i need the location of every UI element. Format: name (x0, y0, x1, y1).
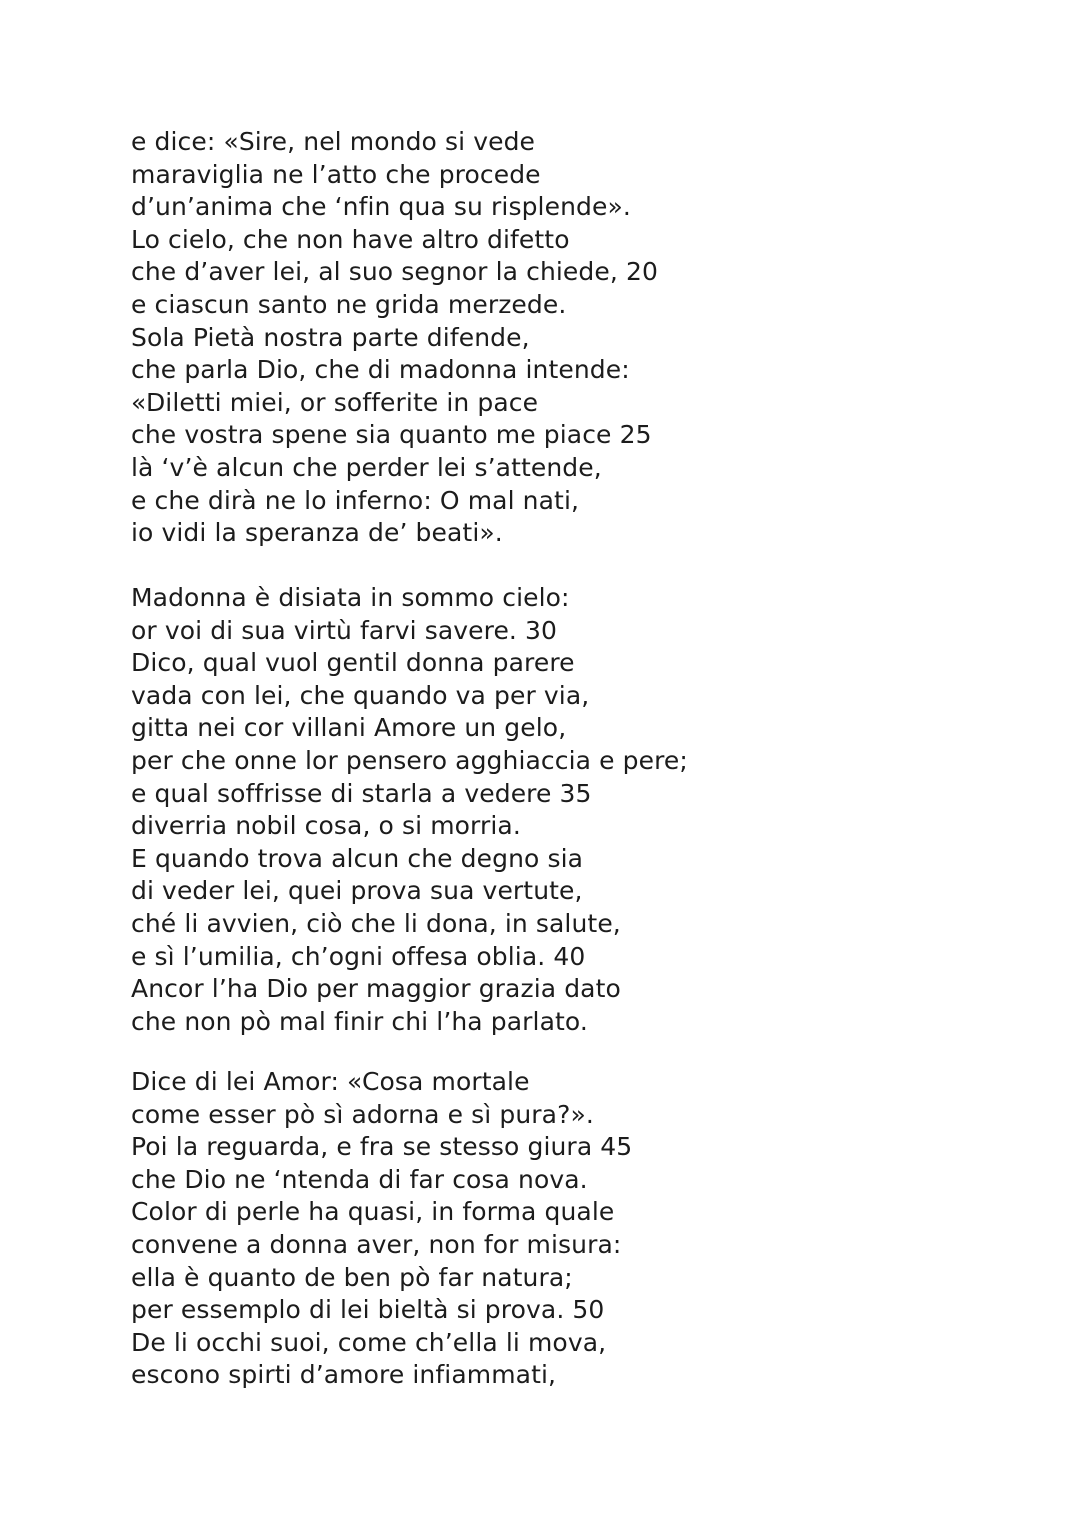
verse-line: Ancor l’ha Dio per maggior grazia dato (131, 974, 621, 1004)
verse-line: Madonna è disiata in sommo cielo: (131, 583, 570, 612)
verse-line: là ‘v’è alcun che perder lei s’attende, (131, 452, 602, 482)
verse-line: che Dio ne ‘ntenda di far cosa nova. (131, 1164, 588, 1194)
verse-line: convene a donna aver, non for misura: (131, 1229, 622, 1259)
verse-line: e qual soffrisse di starla a vedere 35 (131, 778, 592, 808)
verse-line: che vostra spene sia quanto me piace 25 (131, 420, 652, 450)
verse-line: Sola Pietà nostra parte difende, (131, 322, 530, 352)
verse-line: che parla Dio, che di madonna intende: (131, 355, 630, 385)
verse-line: che d’aver lei, al suo segnor la chiede, 20 (131, 257, 658, 287)
verse-line: di veder lei, quei prova sua vertute, (131, 876, 583, 906)
verse-line: ché li avvien, ciò che li dona, in salute, (131, 908, 621, 938)
verse-line: e che dirà ne lo inferno: O mal nati, (131, 485, 580, 515)
verse-line: Poi la reguarda, e fra se stesso giura 45 (131, 1132, 633, 1162)
verse-line: escono spirti d’amore infiammati, (131, 1360, 557, 1390)
verse-line: per che onne lor pensero agghiaccia e pere; (131, 745, 688, 775)
verse-line: Lo cielo, che non have altro difetto (131, 224, 570, 254)
verse-line: come esser pò sì adorna e sì pura?». (131, 1099, 594, 1129)
verse-line: per essemplo di lei bieltà si prova. 50 (131, 1295, 605, 1325)
verse-line: e dice: «Sire, nel mondo si vede (131, 127, 536, 156)
verse-line: e ciascun santo ne grida merzede. (131, 289, 567, 319)
verse-line: ella è quanto de ben pò far natura; (131, 1262, 573, 1292)
verse-line: maraviglia ne l’atto che procede (131, 159, 541, 189)
verse-line: «Diletti miei, or sofferite in pace (131, 387, 539, 417)
verse-line: Dice di lei Amor: «Cosa mortale (131, 1067, 530, 1096)
verse-line: e sì l’umilia, ch’ogni offesa oblia. 40 (131, 941, 586, 971)
verse-line: che non pò mal finir chi l’ha parlato. (131, 1006, 588, 1036)
verse-line: Dico, qual vuol gentil donna parere (131, 648, 575, 678)
stanza-1 (131, 126, 658, 550)
verse-line: E quando trova alcun che degno sia (131, 843, 584, 873)
stanza-3 (131, 1066, 632, 1392)
verse-line: diverria nobil cosa, o si morria. (131, 811, 521, 841)
verse-line: De li occhi suoi, come ch’ella li mova, (131, 1327, 607, 1357)
verse-line: io vidi la speranza de’ beati». (131, 518, 503, 548)
stanza-2 (131, 582, 688, 1038)
verse-line: gitta nei cor villani Amore un gelo, (131, 713, 567, 743)
verse-line: d’un’anima che ‘nfin qua su risplende». (131, 192, 631, 222)
verse-line: Color di perle ha quasi, in forma quale (131, 1197, 615, 1227)
verse-line: vada con lei, che quando va per via, (131, 680, 590, 710)
verse-line: or voi di sua virtù farvi savere. 30 (131, 615, 558, 645)
